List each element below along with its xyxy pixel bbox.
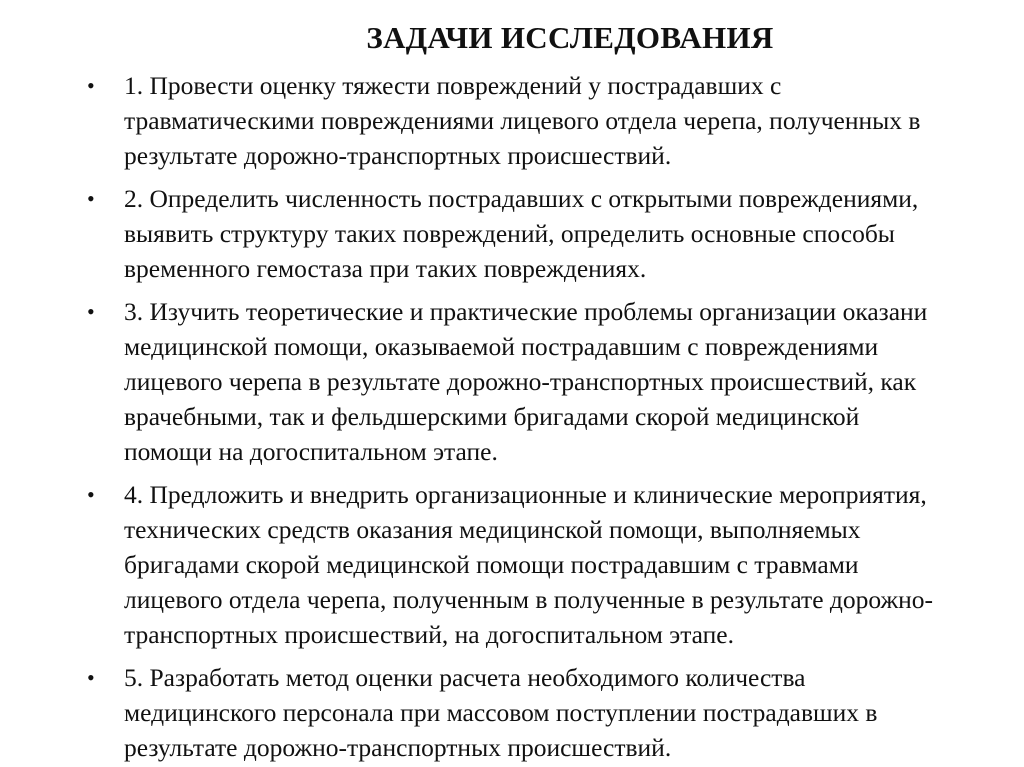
task-line: бригадами скорой медицинской помощи пострадавшим с травмами bbox=[124, 550, 859, 579]
task-line: лицевого отдела черепа, полученным в полученные в результате дорожно- bbox=[124, 585, 933, 614]
task-line: помощи на догоспитальном этапе. bbox=[124, 437, 498, 466]
task-item-1 bbox=[0, 68, 1024, 173]
task-item-5 bbox=[0, 660, 1024, 765]
task-item-2 bbox=[0, 181, 1024, 286]
task-line: травматическими повреждениями лицевого отдела черепа, полученных в bbox=[124, 106, 921, 135]
task-line: 4. Предложить и внедрить организационные и клинические мероприятия, bbox=[124, 480, 927, 509]
bullet-icon: • bbox=[87, 299, 95, 324]
task-item-3 bbox=[0, 294, 1024, 469]
bullet-icon: • bbox=[87, 186, 95, 211]
task-item-4 bbox=[0, 477, 1024, 652]
task-line: лицевого черепа в результате дорожно-транспортных происшествий, как bbox=[124, 367, 917, 396]
task-line: результате дорожно-транспортных происшествий. bbox=[124, 733, 672, 762]
task-line: выявить структуру таких повреждений, определить основные способы bbox=[124, 219, 895, 248]
task-line: 5. Разработать метод оценки расчета необходимого количества bbox=[124, 663, 806, 692]
task-line: медицинского персонала при массовом поступлении пострадавших в bbox=[124, 698, 878, 727]
task-line: 2. Определить численность пострадавших с открытыми повреждениями, bbox=[124, 184, 919, 213]
bullet-icon: • bbox=[87, 482, 95, 507]
bullet-icon: • bbox=[87, 73, 95, 98]
task-list bbox=[0, 68, 1024, 767]
task-line: медицинской помощи, оказываемой пострадавшим с повреждениями bbox=[124, 332, 879, 361]
task-line: 3. Изучить теоретические и практические проблемы организации оказани bbox=[124, 297, 928, 326]
bullet-icon: • bbox=[87, 665, 95, 690]
task-line: транспортных происшествий, на догоспитальном этапе. bbox=[124, 620, 734, 649]
task-line: технических средств оказания медицинской помощи, выполняемых bbox=[124, 515, 861, 544]
slide-title: ЗАДАЧИ ИССЛЕДОВАНИЯ bbox=[366, 20, 774, 55]
task-line: врачебными, так и фельдшерскими бригадами скорой медицинской bbox=[124, 402, 860, 431]
task-line: результате дорожно-транспортных происшествий. bbox=[124, 141, 672, 170]
task-line: 1. Провести оценку тяжести повреждений у пострадавших с bbox=[124, 71, 782, 100]
task-line: временного гемостаза при таких повреждениях. bbox=[124, 254, 647, 283]
